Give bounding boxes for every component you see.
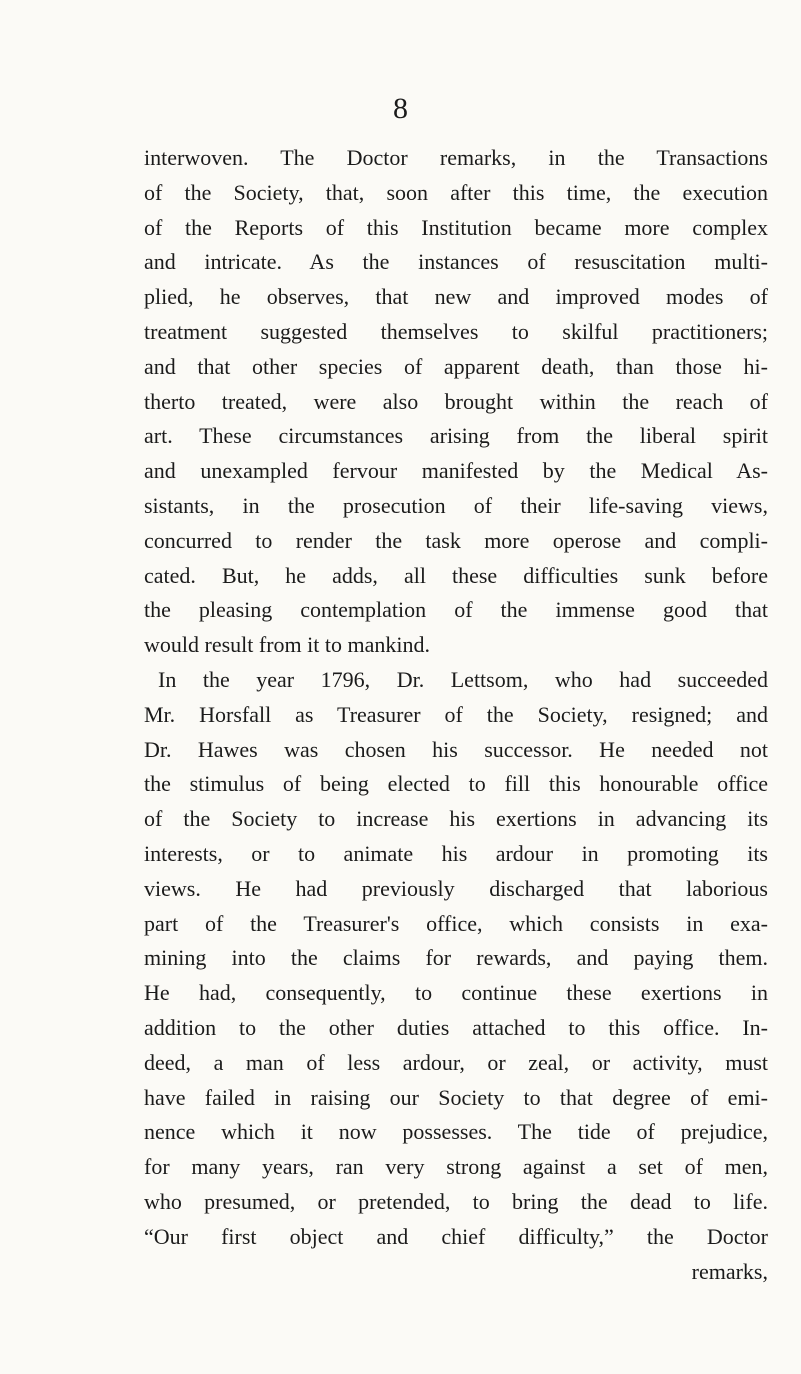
text-line: interests, or to animate his ardour in promoting its (144, 840, 768, 866)
text-line: the pleasing contemplation of the immense good that (144, 597, 768, 623)
text-line: He had, consequently, to continue these exertions in (144, 980, 768, 1006)
text-line: In the year 1796, Dr. Lettsom, who had succeeded (158, 666, 768, 692)
text-line: Mr. Horsfall as Treasurer of the Society, resigned; and (144, 701, 768, 727)
text-line: views. He had previously discharged that laborious (144, 875, 768, 901)
text-line: treatment suggested themselves to skilful practitioners; (144, 318, 768, 344)
text-line: interwoven. The Doctor remarks, in the Transactions (144, 145, 768, 170)
text-line: art. These circumstances arising from the liberal spirit (144, 423, 768, 449)
text-line: therto treated, were also brought within the reach of (144, 388, 768, 414)
text-line: and unexampled fervour manifested by the Medical As- (144, 458, 768, 484)
text-line: of the Reports of this Institution became more complex (144, 214, 768, 240)
text-line: plied, he observes, that new and improved modes of (144, 284, 768, 310)
text-line: part of the Treasurer's office, which consists in exa- (144, 910, 768, 936)
page-number: 8 (393, 92, 408, 125)
text-line: of the Society, that, soon after this time, the execution (144, 179, 768, 205)
body-text (144, 141, 768, 1289)
text-line: Dr. Hawes was chosen his successor. He needed not (144, 736, 768, 762)
text-line: and that other species of apparent death, than those hi- (144, 353, 768, 379)
text-line: sistants, in the prosecution of their life-saving views, (144, 492, 768, 518)
text-line: of the Society to increase his exertions in advancing its (144, 806, 768, 832)
text-line: for many years, ran very strong against a set of men, (144, 1154, 768, 1180)
text-line: who presumed, or pretended, to bring the dead to life. (144, 1188, 768, 1214)
text-line: and intricate. As the instances of resuscitation multi- (144, 249, 768, 275)
catchword: remarks, (691, 1258, 768, 1284)
text-line: cated. But, he adds, all these difficulties sunk before (144, 562, 768, 588)
text-line: deed, a man of less ardour, or zeal, or activity, must (144, 1049, 768, 1075)
text-line: the stimulus of being elected to fill this honourable office (144, 771, 768, 797)
text-line: have failed in raising our Society to that degree of emi- (144, 1084, 768, 1110)
text-line: concurred to render the task more operose and compli- (144, 527, 768, 553)
text-line: “Our first object and chief difficulty,” the Doctor (144, 1223, 768, 1249)
text-line: would result from it to mankind. (144, 632, 430, 658)
text-line: nence which it now possesses. The tide of prejudice, (144, 1119, 768, 1145)
text-line: mining into the claims for rewards, and paying them. (144, 945, 768, 971)
text-line: addition to the other duties attached to this office. In- (144, 1014, 768, 1040)
